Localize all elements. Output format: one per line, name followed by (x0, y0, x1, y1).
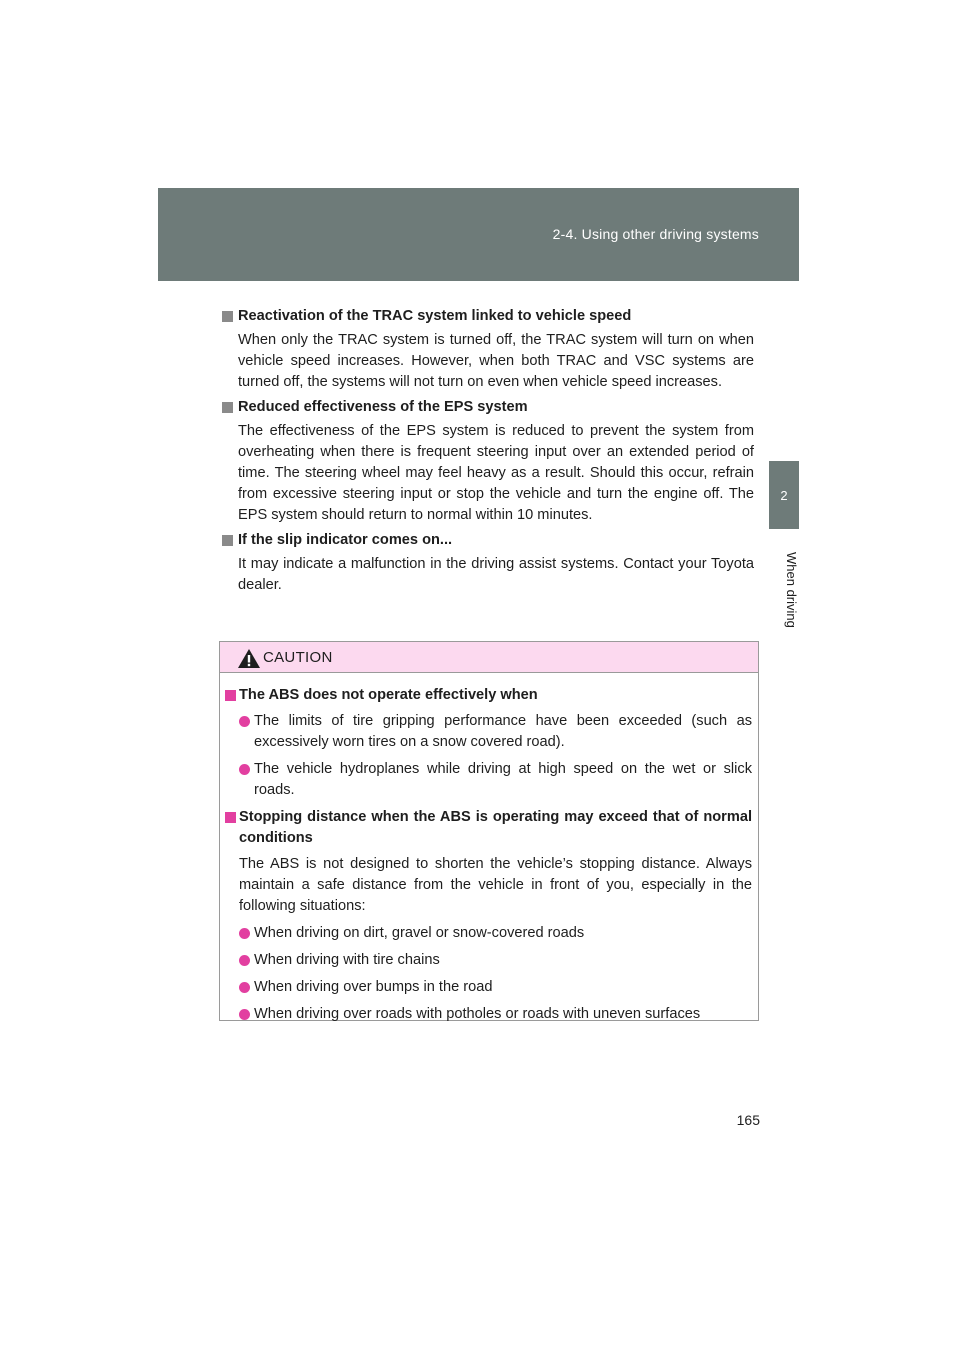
chapter-label: When driving (784, 552, 799, 628)
header-band (158, 188, 799, 281)
item-body: The effectiveness of the EPS system is reduced to prevent the system from overheating when there is frequent steering input over an extended period of time. The steering wheel may feel heavy as a result. Should this occur, refrain from excessive steering input or stop the vehicle and turn the engine off. The EPS system should return to normal within 10 minutes. (238, 423, 754, 523)
caution-heading: Stopping distance when the ABS is operating may exceed that of normal conditions (239, 809, 752, 846)
list-item: When driving on dirt, gravel or snow-covered roads (222, 923, 752, 944)
main-content (222, 306, 754, 600)
warning-triangle-icon (237, 648, 261, 669)
item-heading: If the slip indicator comes on... (238, 532, 453, 548)
caution-box (219, 641, 759, 1021)
caution-header (220, 642, 758, 673)
round-bullet-icon (239, 982, 250, 993)
item-heading: Reduced effectiveness of the EPS system (238, 399, 528, 415)
caution-title: CAUTION (263, 649, 333, 666)
square-bullet-icon (222, 311, 233, 322)
caution-list (222, 923, 752, 1025)
section-title: 2-4. Using other driving systems (552, 226, 759, 242)
item-body: When only the TRAC system is turned off, the TRAC system will turn on when vehicle speed increases. However, when both TRAC and VSC systems are turned off, the systems will not turn on even when vehicle speed increases. (238, 332, 754, 390)
caution-list (222, 711, 752, 801)
round-bullet-icon (239, 928, 250, 939)
caution-body (220, 673, 758, 1025)
info-item (222, 530, 754, 596)
round-bullet-icon (239, 1009, 250, 1020)
page-number: 165 (736, 1112, 760, 1128)
square-bullet-icon (225, 812, 236, 823)
list-item: When driving over bumps in the road (222, 977, 752, 998)
list-item: The limits of tire gripping performance have been exceeded (such as excessively worn tires on a snow covered road). (222, 711, 752, 753)
caution-text: The ABS is not designed to shorten the vehicle’s stopping distance. Always maintain a safe distance from the vehicle in front of you, especially in the following situations: (239, 856, 752, 914)
round-bullet-icon (239, 955, 250, 966)
round-bullet-icon (239, 764, 250, 775)
list-item: When driving over roads with potholes or roads with uneven surfaces (222, 1004, 752, 1025)
item-heading: Reactivation of the TRAC system linked to vehicle speed (238, 308, 632, 324)
info-item (222, 397, 754, 526)
list-item: When driving with tire chains (222, 950, 752, 971)
chapter-tab (769, 461, 799, 529)
list-item: The vehicle hydroplanes while driving at high speed on the wet or slick roads. (222, 759, 752, 801)
chapter-number: 2 (780, 487, 788, 503)
square-bullet-icon (225, 690, 236, 701)
info-item (222, 306, 754, 393)
round-bullet-icon (239, 716, 250, 727)
item-body: It may indicate a malfunction in the driving assist systems. Contact your Toyota dealer. (238, 556, 754, 593)
caution-heading: The ABS does not operate effectively when (239, 687, 538, 703)
square-bullet-icon (222, 402, 233, 413)
square-bullet-icon (222, 535, 233, 546)
